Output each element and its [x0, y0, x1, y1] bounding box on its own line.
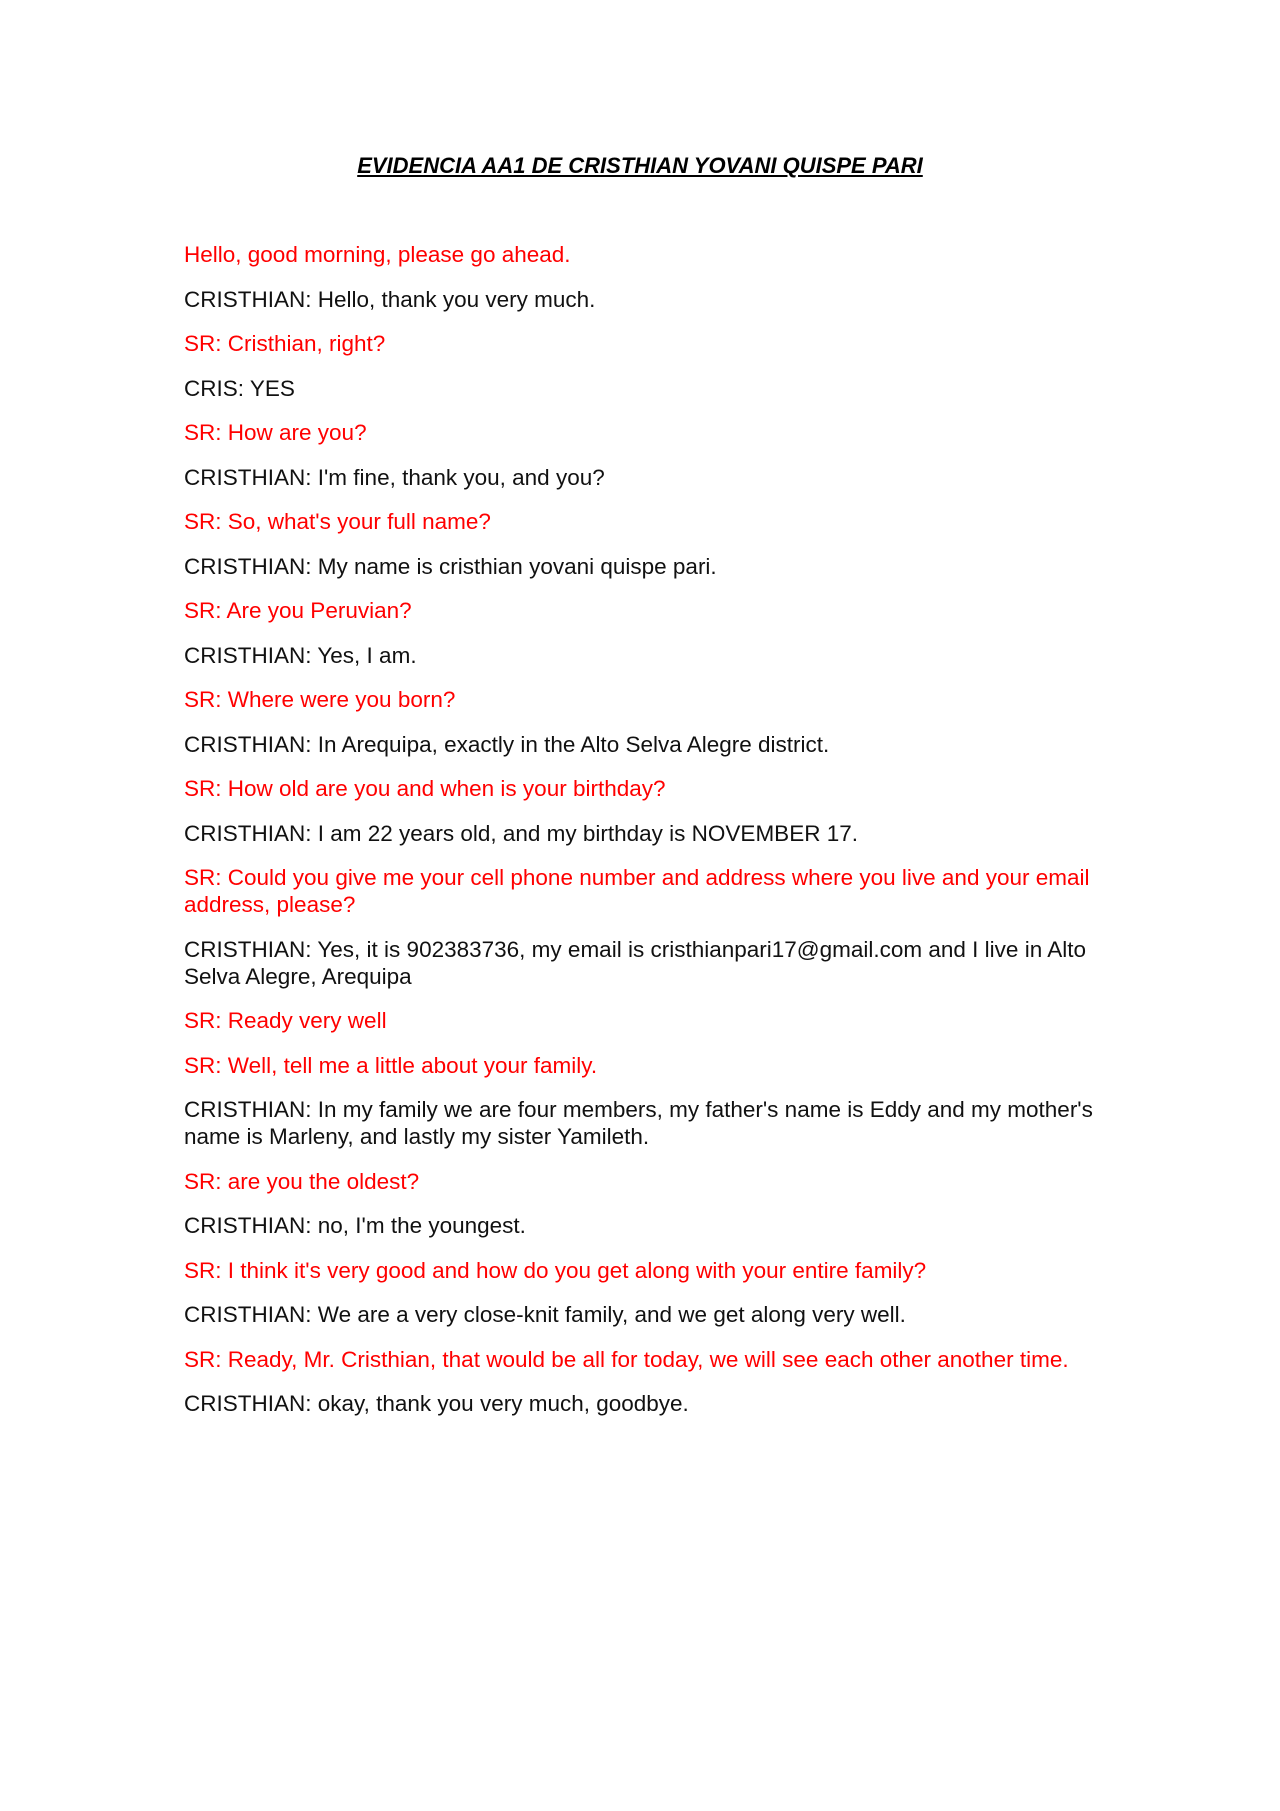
dialogue-line: CRIS: YES — [184, 375, 295, 401]
dialogue-line: CRISTHIAN: I am 22 years old, and my birthday is NOVEMBER 17. — [184, 820, 858, 846]
dialogue-line: SR: So, what's your full name? — [184, 509, 491, 534]
dialogue-line: SR: Ready, Mr. Cristhian, that would be all for today, we will see each other another time. — [184, 1346, 1069, 1372]
dialogue-line: SR: How old are you and when is your birthday? — [184, 776, 666, 801]
dialogue-line: SR: How are you? — [184, 420, 367, 445]
dialogue-line: SR: Ready very well — [184, 1008, 387, 1033]
dialogue-line: CRISTHIAN: okay, thank you very much, goodbye. — [184, 1391, 689, 1416]
dialogue-line: SR: are you the oldest? — [184, 1168, 420, 1194]
dialogue-line: SR: Well, tell me a little about your family. — [184, 1052, 598, 1078]
dialogue-line: CRISTHIAN: We are a very close-knit family, and we get along very well. — [184, 1302, 906, 1327]
document-title: EVIDENCIA AA1 DE CRISTHIAN YOVANI QUISPE PARI — [357, 153, 923, 178]
dialogue-line: CRISTHIAN: I'm fine, thank you, and you? — [184, 464, 605, 490]
dialogue-line: SR: I think it's very good and how do you get along with your entire family? — [184, 1257, 927, 1283]
dialogue-line: SR: Where were you born? — [184, 687, 456, 712]
dialogue-line: CRISTHIAN: In my family we are four members, my father's name is Eddy and my mother's name is Marleny, and lastly my sister Yamileth. — [184, 1097, 1093, 1149]
dialogue-line: SR: Cristhian, right? — [184, 331, 386, 356]
dialogue-line: SR: Could you give me your cell phone number and address where you live and your email address, please? — [184, 865, 1090, 917]
dialogue-line: Hello, good morning, please go ahead. — [184, 242, 571, 267]
dialogue-line: CRISTHIAN: Yes, it is 902383736, my email is cristhianpari17@gmail.com and I live in Alto Selva Alegre, Arequipa — [184, 936, 1086, 989]
dialogue-line: CRISTHIAN: In Arequipa, exactly in the Alto Selva Alegre district. — [184, 731, 830, 757]
dialogue-line: CRISTHIAN: no, I'm the youngest. — [184, 1213, 526, 1238]
dialogue-line: CRISTHIAN: Hello, thank you very much. — [184, 286, 596, 312]
dialogue-line: CRISTHIAN: Yes, I am. — [184, 642, 417, 668]
dialogue-line: CRISTHIAN: My name is cristhian yovani quispe pari. — [184, 553, 717, 579]
dialogue-line: SR: Are you Peruvian? — [184, 598, 412, 623]
interview-dialogue — [184, 241, 1104, 1435]
